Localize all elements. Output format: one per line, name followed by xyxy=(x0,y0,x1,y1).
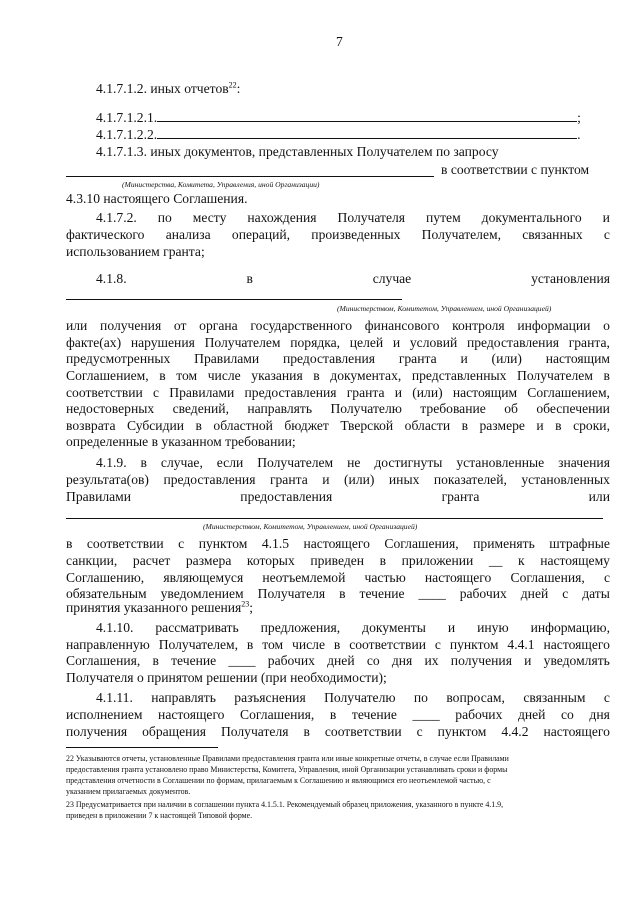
text-line xyxy=(66,637,610,653)
word: уведомлением xyxy=(160,586,244,601)
word: документах, xyxy=(330,368,402,383)
word: 4.4.2 xyxy=(501,724,529,739)
word: дней xyxy=(520,586,549,601)
word: пунктом xyxy=(198,536,248,551)
word: обращения xyxy=(142,724,206,739)
text-line xyxy=(66,707,610,723)
word: бюджет xyxy=(284,418,329,433)
text-line xyxy=(96,690,610,706)
footnote-22-line: предоставления гранта установлено право Министерства, Комитета, Управления, иной Организации устанавливать сроки и формы xyxy=(66,765,508,774)
word: являющемуся xyxy=(163,570,244,585)
word: числе xyxy=(207,368,241,383)
word: (или) xyxy=(491,351,522,366)
word: Соглашения, xyxy=(66,653,141,668)
text-line xyxy=(66,351,610,367)
word: месту xyxy=(192,210,227,225)
word: связанных xyxy=(522,227,583,242)
word: направленную xyxy=(66,637,150,652)
word: Получателя xyxy=(257,586,326,601)
word: Соглашения, xyxy=(384,536,459,551)
word: Правилами xyxy=(194,351,260,366)
word: с xyxy=(434,637,441,652)
word: и xyxy=(447,620,456,635)
word: которых xyxy=(246,553,295,568)
word: и xyxy=(524,653,532,668)
word: в xyxy=(461,418,468,433)
word: финансового xyxy=(364,318,440,333)
word: с xyxy=(603,570,610,585)
fill-in-line xyxy=(66,176,434,177)
word: области xyxy=(404,418,451,433)
word: Получателю xyxy=(330,401,402,416)
word: гранта, xyxy=(568,335,610,350)
clause-4-1-8-end: определенные в указанном требовании; xyxy=(66,434,296,449)
clause-4-1-7-1-3-end: 4.3.10 настоящего Соглашения. xyxy=(66,191,248,206)
word: и xyxy=(536,418,544,433)
word: иных xyxy=(388,472,420,487)
word: дня xyxy=(589,707,610,722)
fill-in-line xyxy=(66,518,603,519)
word: 4.1.5 xyxy=(261,536,290,551)
word: Получателем xyxy=(257,455,334,470)
word: предоставления xyxy=(163,472,256,487)
word: настоящего xyxy=(303,536,370,551)
word: пунктом xyxy=(449,637,499,652)
blank-line xyxy=(157,109,577,122)
word: настоящего xyxy=(543,724,610,739)
word: предоставления xyxy=(466,335,559,350)
word: Субсидии xyxy=(127,418,185,433)
word: настоящего xyxy=(158,707,225,722)
word: установленные xyxy=(456,455,545,470)
word: Соглашением, xyxy=(66,368,149,383)
word: с xyxy=(603,690,610,705)
text-line xyxy=(66,570,610,586)
word: гранта xyxy=(346,385,385,400)
word: анализа xyxy=(165,227,211,242)
blank-line xyxy=(157,126,577,139)
word: настоящим xyxy=(545,351,610,366)
word: Получателя xyxy=(220,724,289,739)
word: настоящего xyxy=(543,637,610,652)
word: операций, xyxy=(231,227,291,242)
word: приведен xyxy=(310,553,365,568)
word: в xyxy=(140,455,147,470)
word: не xyxy=(347,455,361,470)
text-line xyxy=(66,418,610,434)
clause-4-1-7-1-3-cont: в соответствии с пунктом xyxy=(441,162,590,177)
word: штрафные xyxy=(549,536,610,551)
word: 4.1.11. xyxy=(96,690,133,705)
text-line xyxy=(66,536,610,552)
word: в xyxy=(246,271,253,286)
word: 4.1.10. xyxy=(96,620,134,635)
word: или xyxy=(66,318,88,333)
word: в xyxy=(246,637,254,652)
word: произведенных xyxy=(311,227,401,242)
text-line xyxy=(66,653,610,669)
word: рассматривать xyxy=(155,620,239,635)
word: в xyxy=(339,586,346,601)
text-line xyxy=(96,620,610,636)
word: их xyxy=(424,653,439,668)
word: __ xyxy=(488,553,503,568)
footnote-23-line: 23 Предусматривается при наличии в соглашении пункта 4.1.5.1. Рекомендуемый образец приложения, указанного в пункте 4.1.9, xyxy=(66,800,504,809)
word: числе xyxy=(292,637,325,652)
page-number: 7 xyxy=(336,34,343,49)
word: дней xyxy=(327,653,355,668)
word: и xyxy=(602,210,610,225)
word: с xyxy=(178,536,185,551)
word: в xyxy=(159,368,166,383)
word: 4.4.1 xyxy=(507,637,535,652)
word: Получателем xyxy=(204,335,281,350)
word: получения xyxy=(66,724,128,739)
word: рабочих xyxy=(455,707,503,722)
word: если xyxy=(216,455,244,470)
word: документы xyxy=(362,620,426,635)
word: (или) xyxy=(344,472,375,487)
word: с xyxy=(562,586,569,601)
word: ____ xyxy=(412,707,440,722)
word: неотъемлемой xyxy=(262,570,346,585)
word: органа xyxy=(199,318,238,333)
word: ____ xyxy=(418,586,446,601)
word: применять xyxy=(473,536,535,551)
footnote-ref-23: 23 xyxy=(241,599,250,609)
text-line xyxy=(66,553,610,569)
word: Соглашению, xyxy=(66,570,145,585)
footnote-23-line: приведен в приложении 7 к настоящей Типовой форме. xyxy=(66,811,253,820)
word: рабочих xyxy=(267,653,315,668)
word: течение xyxy=(171,653,217,668)
word: об xyxy=(504,401,518,416)
word: Правилами xyxy=(66,489,132,504)
clause-4-1-9-end: принятия указанного решения$^{23}$; xyxy=(66,599,254,615)
clause-4-1-7-2-line1 xyxy=(96,210,610,226)
word: Соглашения, xyxy=(510,570,585,585)
word: соответствии xyxy=(349,637,426,652)
word: гранта xyxy=(269,472,308,487)
word: предоставления xyxy=(240,489,333,504)
text-line xyxy=(96,455,610,471)
word: и xyxy=(460,351,468,366)
word: получения xyxy=(450,653,512,668)
word: том xyxy=(262,637,284,652)
word: представленных xyxy=(411,368,507,383)
word: и xyxy=(392,335,401,350)
text-line xyxy=(66,489,610,505)
clause-4-1-7-2-line3: использованием гранта; xyxy=(66,244,205,259)
word: в xyxy=(603,368,610,383)
word: предоставления xyxy=(244,385,337,400)
clause-4-1-7-1-2-1: 4.1.7.1.2.1. ; xyxy=(96,110,581,125)
footnote-22-line: 22 Указываются отчеты, установленные Правилами предоставления гранта или иные конкретные отчеты, в случае если Правилами xyxy=(66,754,509,763)
clause-4-1-7-1-2-2: 4.1.7.1.2.2. . xyxy=(96,127,581,142)
word: установленных xyxy=(521,472,610,487)
word: иную xyxy=(477,620,509,635)
word: соответствии xyxy=(86,536,164,551)
word: со xyxy=(366,653,380,668)
word: в xyxy=(379,553,387,568)
clause-4-1-8-line1 xyxy=(96,271,610,287)
word: указания xyxy=(251,368,303,383)
word: гранта xyxy=(441,489,480,504)
text-line xyxy=(66,318,610,334)
word: в xyxy=(66,536,73,551)
word: предоставления xyxy=(282,351,375,366)
word: сроки, xyxy=(573,418,610,433)
word: по xyxy=(157,210,172,225)
clause-4-1-7-1-2: 4.1.7.1.2. иных отчетов$^{22}$: xyxy=(96,80,241,96)
text-line xyxy=(66,472,610,488)
word: размере xyxy=(479,418,525,433)
word: нарушения xyxy=(130,335,195,350)
word: частью xyxy=(364,570,406,585)
word: случае xyxy=(372,271,412,286)
word: Получателю xyxy=(324,690,396,705)
word: с xyxy=(603,227,610,242)
word: 4.1.9. xyxy=(96,455,127,470)
clause-4-1-10-end: Получателя о принятом решении (при необходимости); xyxy=(66,670,387,685)
word: в xyxy=(195,418,202,433)
word: о xyxy=(603,318,610,333)
word: со xyxy=(561,707,574,722)
word: в xyxy=(555,418,562,433)
text-line xyxy=(66,335,610,351)
text-line xyxy=(66,724,610,740)
word: расчет xyxy=(132,553,171,568)
word: областной xyxy=(213,418,273,433)
footnote-separator xyxy=(66,747,218,748)
word: Получателя xyxy=(337,210,406,225)
word: требование xyxy=(420,401,486,416)
word: в xyxy=(313,368,320,383)
word: порядка, xyxy=(290,335,341,350)
word: настоящего xyxy=(424,570,492,585)
word: исполнением xyxy=(66,707,143,722)
word: размера xyxy=(185,553,232,568)
word: к xyxy=(518,553,525,568)
word: том xyxy=(176,368,198,383)
word: государственного xyxy=(250,318,353,333)
word: нахождения xyxy=(247,210,317,225)
word: контроля xyxy=(452,318,505,333)
word: (или) xyxy=(412,385,443,400)
caption-organization: (Министерством, Комитетом, Управлением, иной Организацией) xyxy=(337,304,552,313)
word: течение xyxy=(359,586,405,601)
text-line xyxy=(66,385,610,401)
word: значения xyxy=(558,455,610,470)
word: достигнуты xyxy=(374,455,443,470)
word: направлять xyxy=(247,401,313,416)
caption-organization: (Министерства, Комитета, Управления, иной Организации) xyxy=(122,180,320,189)
word: фактического xyxy=(66,227,145,242)
word: в xyxy=(303,724,310,739)
word: соответствии xyxy=(66,385,143,400)
word: даты xyxy=(582,586,610,601)
clause-4-1-7-2-line2 xyxy=(66,227,610,243)
word: Получателем, xyxy=(421,227,501,242)
word: информацию, xyxy=(530,620,610,635)
word: Получателем xyxy=(517,368,593,383)
footnote-22-line: представления отчетности в Соглашении по формам, прилагаемым к Соглашению и являющимся его неотъемлемой частью, с xyxy=(66,776,491,785)
word: направлять xyxy=(151,690,216,705)
word: течение xyxy=(351,707,397,722)
clause-4-1-7-1-3: 4.1.7.1.3. иных документов, представленных Получателем по запросу xyxy=(96,144,499,159)
word: настоящим xyxy=(452,385,518,400)
word: факте(ах) xyxy=(66,335,122,350)
word: условий xyxy=(409,335,458,350)
word: недостоверных xyxy=(66,401,155,416)
word: вопросам, xyxy=(446,690,505,705)
word: Соглашением, xyxy=(527,385,610,400)
word: в xyxy=(152,653,159,668)
word: возврата xyxy=(66,418,116,433)
word: целей xyxy=(349,335,384,350)
word: по xyxy=(413,690,428,705)
word: связанным xyxy=(523,690,586,705)
word: в xyxy=(333,637,341,652)
word: сведений, xyxy=(172,401,229,416)
word: Соглашения, xyxy=(240,707,315,722)
word: настоящему xyxy=(540,553,610,568)
word: документального xyxy=(481,210,582,225)
fill-in-line xyxy=(66,299,402,300)
word: с xyxy=(416,724,423,739)
word: информации xyxy=(517,318,591,333)
word: в xyxy=(329,707,337,722)
word: случае, xyxy=(160,455,203,470)
word: установления xyxy=(531,271,610,286)
word: результата(ов) xyxy=(66,472,149,487)
word: путем xyxy=(426,210,461,225)
word: предложения, xyxy=(260,620,341,635)
caption-organization: (Министерством, Комитетом, Управлением, иной Организацией) xyxy=(203,522,418,531)
word: дня xyxy=(391,653,413,668)
text-line xyxy=(66,368,610,384)
word: уведомлять xyxy=(543,653,610,668)
footnote-22-line: указанием прилагаемых документов. xyxy=(66,787,191,796)
word: получения xyxy=(100,318,162,333)
word: соответствии xyxy=(324,724,402,739)
word: санкции, xyxy=(66,553,118,568)
word: показателей, xyxy=(433,472,507,487)
word: предусмотренных xyxy=(66,351,171,366)
word: гранта xyxy=(398,351,437,366)
word: обязательным xyxy=(66,586,147,601)
word: Тверской xyxy=(340,418,394,433)
word: обеспечении xyxy=(536,401,610,416)
word: Получателем, xyxy=(158,637,239,652)
word: 4.1.7.2. xyxy=(96,210,137,225)
word: с xyxy=(153,385,160,400)
word: 4.1.8. xyxy=(96,271,127,286)
word: от xyxy=(173,318,187,333)
word: и xyxy=(322,472,330,487)
text-line xyxy=(66,401,610,417)
word: или xyxy=(588,489,610,504)
word: приложении xyxy=(401,553,474,568)
word: пунктом xyxy=(437,724,487,739)
word: Правилами xyxy=(169,385,235,400)
word: рабочих xyxy=(459,586,507,601)
word: ____ xyxy=(228,653,256,668)
word: и xyxy=(394,385,403,400)
word: разъяснения xyxy=(234,690,306,705)
footnote-ref-22: 22 xyxy=(228,80,237,90)
word: дней xyxy=(517,707,546,722)
